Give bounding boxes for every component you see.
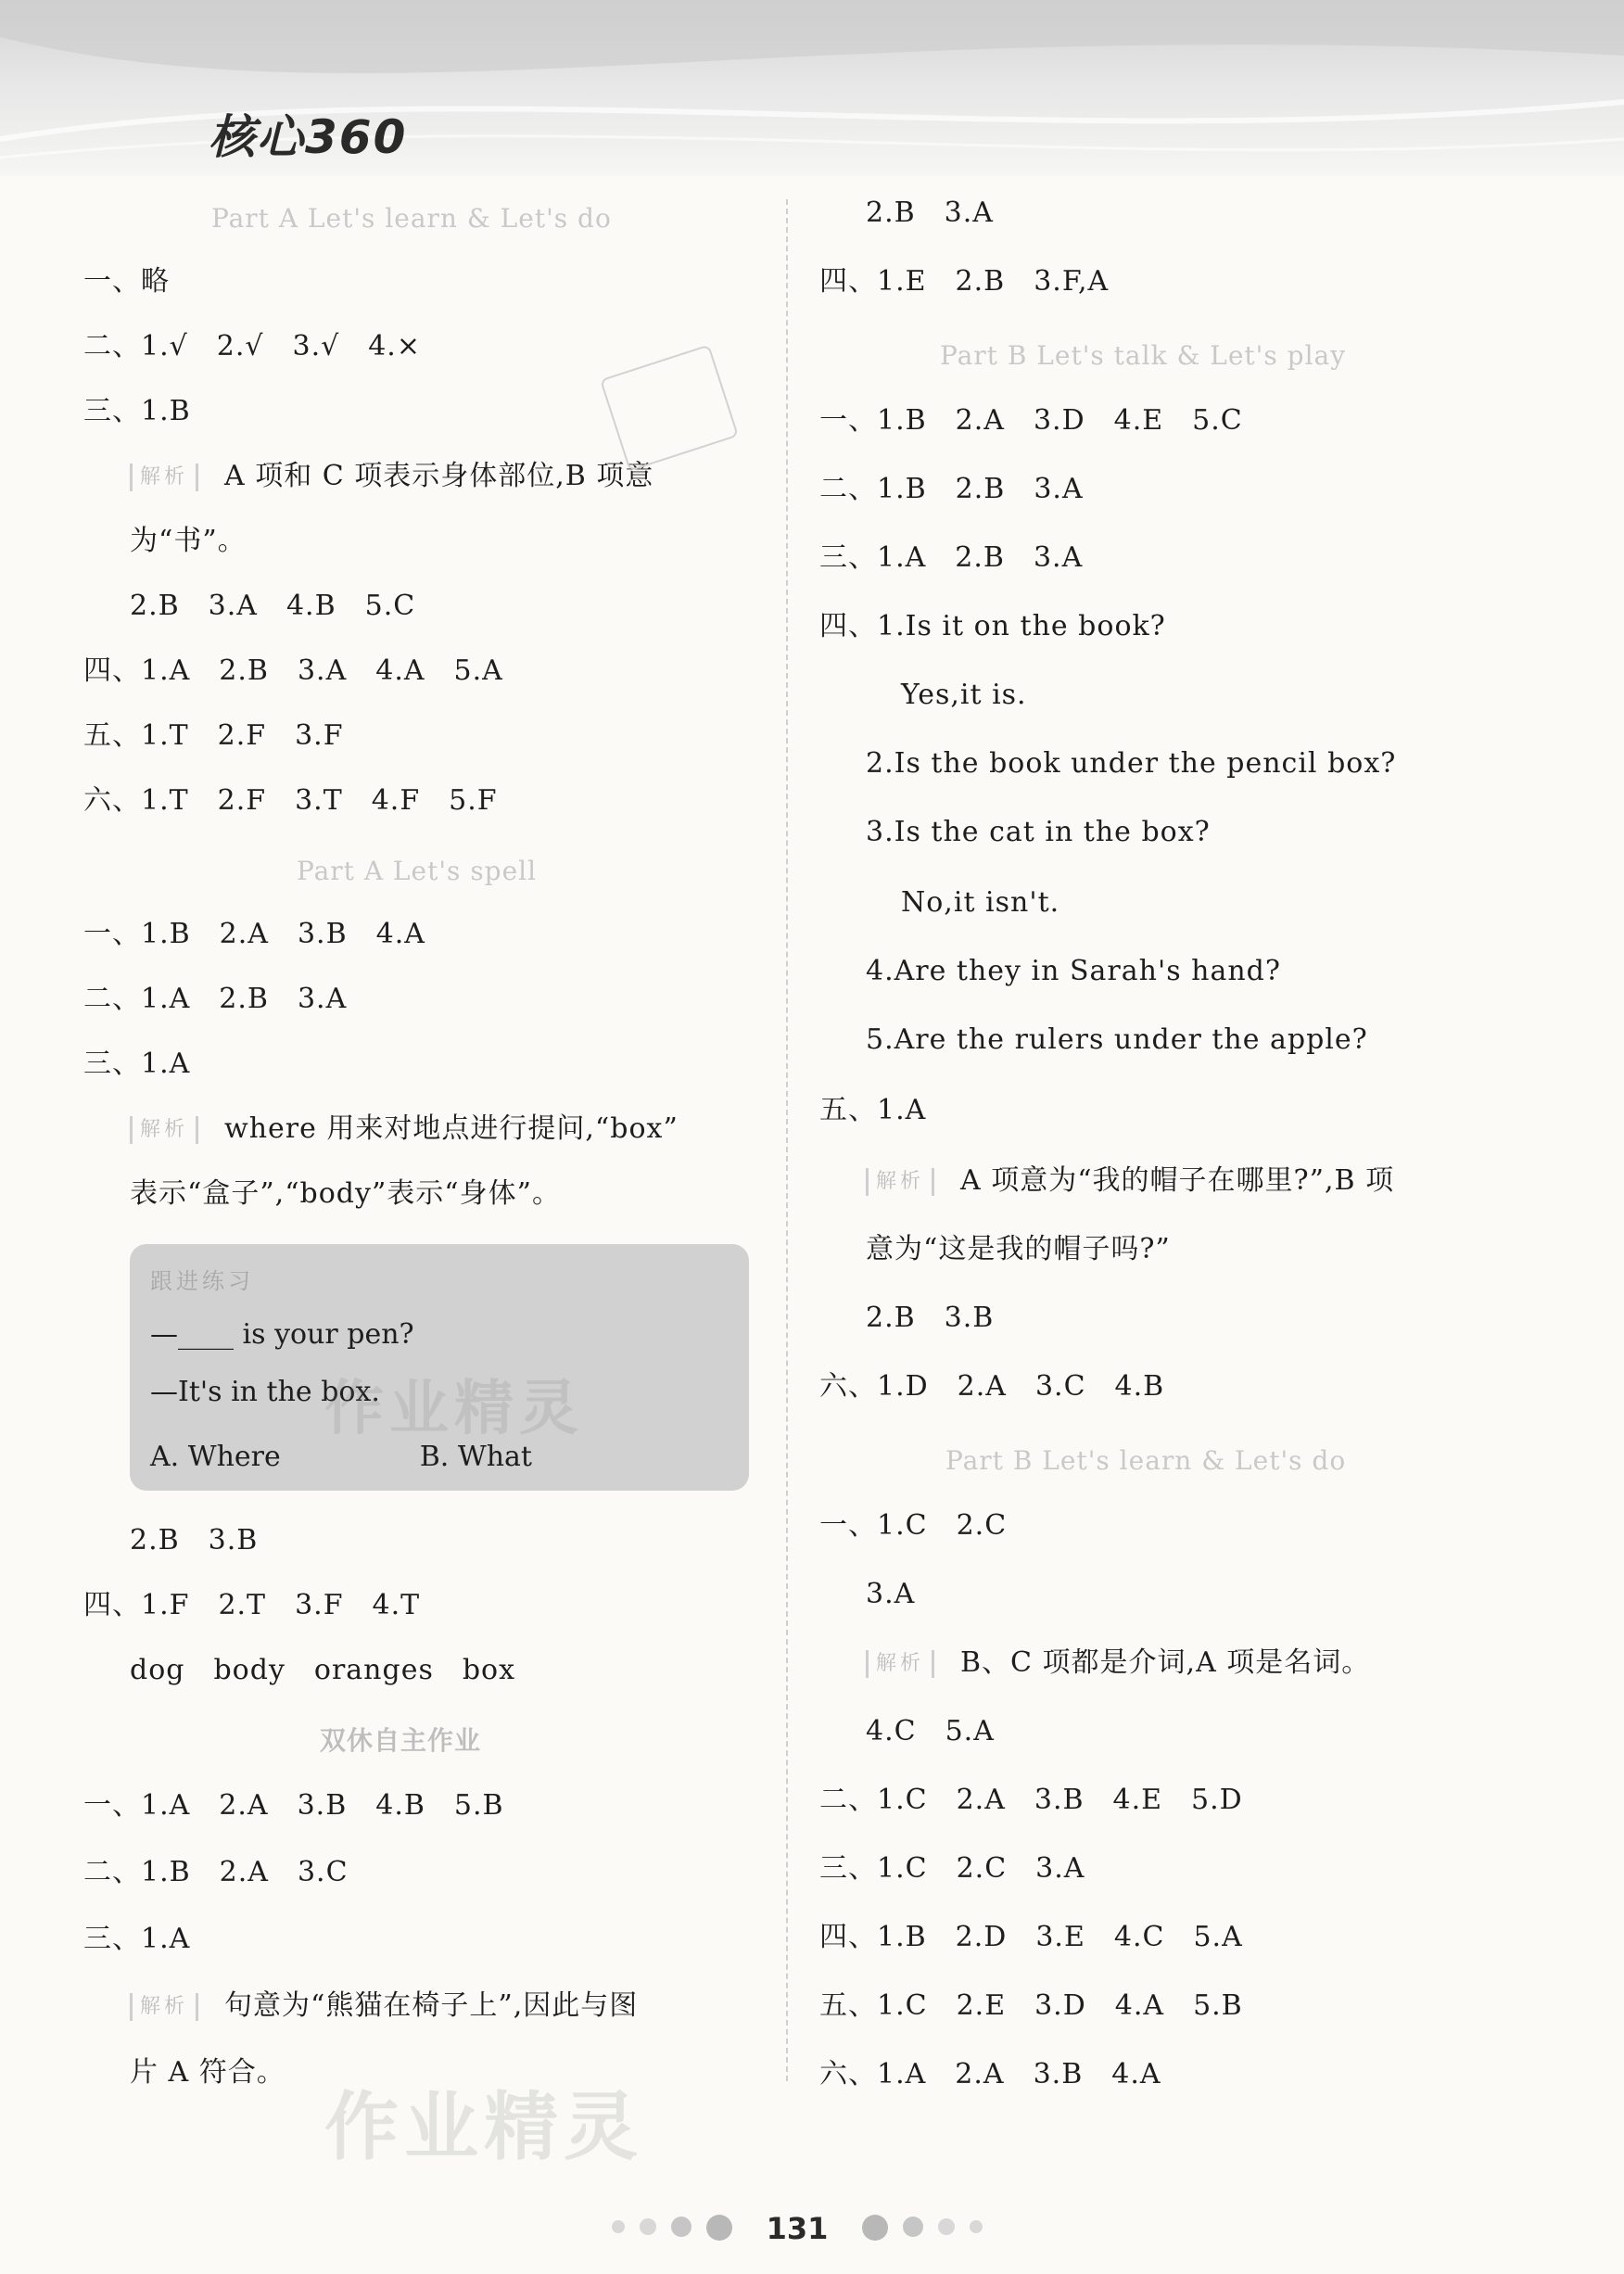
analysis-note (130, 458, 653, 495)
answer-line: 三、1.A (83, 1048, 191, 1080)
practice-line: —____ is your pen? (150, 1318, 414, 1351)
practice-line: —It's in the box. (150, 1376, 380, 1408)
answer-line: 2.B 3.B (866, 1302, 995, 1334)
practice-title: 跟进练习 (150, 1268, 254, 1294)
section-title: Part A Let's learn & Let's do (211, 203, 612, 234)
section-title: Part B Let's talk & Let's play (940, 340, 1347, 371)
answer-line: 六、1.D 2.A 3.C 4.B (819, 1370, 1165, 1403)
practice-line: A. Where B. What (150, 1441, 532, 1473)
analysis-note (866, 1162, 1394, 1200)
analysis-tag: 解析 (130, 1116, 198, 1144)
answer-line: 3.A (866, 1578, 916, 1610)
answer-line: 4.C 5.A (866, 1715, 995, 1747)
page-number: 131 (766, 2211, 829, 2246)
answer-line: 五、1.T 2.F 3.F (83, 719, 344, 752)
decorative-dot (612, 2220, 625, 2233)
analysis-text: B、C 项都是介词,A 项是名词。 (960, 1646, 1371, 1679)
answer-line: 三、1.A (83, 1923, 191, 1955)
answer-line: 二、1.B 2.B 3.A (819, 473, 1084, 505)
answer-line: 片 A 符合。 (130, 2056, 285, 2089)
answer-line: 四、1.Is it on the book? (819, 610, 1166, 642)
answer-line: 二、1.A 2.B 3.A (83, 983, 348, 1015)
header-logo: 核心360 (209, 110, 408, 164)
analysis-text: 句意为“熊猫在椅子上”,因此与图 (224, 1989, 639, 2022)
decorative-dot (970, 2220, 983, 2233)
answer-line: dog body oranges box (130, 1654, 516, 1686)
analysis-note (866, 1645, 1370, 1682)
answer-line: 一、略 (83, 265, 170, 298)
analysis-note (130, 1111, 679, 1148)
page-number-area (593, 2211, 1001, 2248)
answer-line: 5.Are the rulers under the apple? (866, 1023, 1368, 1056)
answer-line: 四、1.A 2.B 3.A 4.A 5.A (83, 654, 503, 687)
section-title: Part B Let's learn & Let's do (945, 1445, 1347, 1476)
decorative-dot (706, 2215, 732, 2241)
answer-line: 六、1.A 2.A 3.B 4.A (819, 2058, 1161, 2090)
analysis-note (130, 1988, 638, 2025)
answer-line: 一、1.B 2.A 3.B 4.A (83, 918, 425, 950)
answer-line: 二、1.√ 2.√ 3.√ 4.× (83, 330, 421, 362)
stamp-decoration (600, 344, 739, 471)
decorative-dot (938, 2218, 955, 2235)
answer-line: 三、1.A 2.B 3.A (819, 541, 1084, 574)
answer-line: 四、1.B 2.D 3.E 4.C 5.A (819, 1921, 1243, 1953)
answer-line: Yes,it is. (901, 679, 1027, 711)
analysis-text: A 项意为“我的帽子在哪里?”,B 项 (960, 1164, 1395, 1197)
answer-line: 2.B 3.B (130, 1524, 259, 1556)
analysis-tag: 解析 (866, 1650, 934, 1678)
answer-line: 2.Is the book under the pencil box? (866, 747, 1397, 780)
answer-line: 2.B 3.A 4.B 5.C (130, 590, 416, 622)
decorative-dot (862, 2215, 888, 2241)
answer-line: 一、1.B 2.A 3.D 4.E 5.C (819, 404, 1243, 437)
decorative-dot (903, 2217, 923, 2237)
answer-line: 一、1.C 2.C (819, 1509, 1008, 1542)
answer-line: 六、1.T 2.F 3.T 4.F 5.F (83, 784, 498, 817)
answer-line: 三、1.B (83, 395, 191, 427)
answer-line: 表示“盒子”,“body”表示“身体”。 (130, 1177, 561, 1210)
analysis-tag: 解析 (130, 464, 198, 491)
analysis-text: where 用来对地点进行提问,“box” (224, 1112, 679, 1145)
answer-line: 二、1.B 2.A 3.C (83, 1856, 349, 1888)
answer-line: 4.Are they in Sarah's hand? (866, 955, 1281, 987)
analysis-tag: 解析 (130, 1993, 198, 2021)
answer-line: No,it isn't. (901, 886, 1060, 919)
answer-line: 3.Is the cat in the box? (866, 816, 1211, 848)
answer-line: 2.B 3.A (866, 197, 994, 229)
analysis-tag: 解析 (866, 1168, 934, 1196)
watermark: 作业精灵 (324, 1375, 584, 1443)
section-title: 双休自主作业 (320, 1725, 482, 1756)
decorative-dot (640, 2218, 656, 2235)
answer-line: 三、1.C 2.C 3.A (819, 1852, 1085, 1885)
answer-line: 二、1.C 2.A 3.B 4.E 5.D (819, 1784, 1243, 1816)
section-title: Part A Let's spell (297, 856, 538, 886)
analysis-text: A 项和 C 项表示身体部位,B 项意 (224, 460, 654, 492)
decorative-dot (671, 2217, 691, 2237)
answer-line: 一、1.A 2.A 3.B 4.B 5.B (83, 1789, 504, 1822)
answer-line: 意为“这是我的帽子吗?” (866, 1233, 1171, 1265)
answer-line: 为“书”。 (130, 525, 247, 557)
column-divider (786, 199, 788, 2081)
answer-line: 四、1.E 2.B 3.F,A (819, 265, 1110, 298)
answer-line: 五、1.A (819, 1094, 927, 1126)
answer-line: 五、1.C 2.E 3.D 4.A 5.B (819, 1989, 1243, 2022)
answer-line: 四、1.F 2.T 3.F 4.T (83, 1589, 421, 1621)
watermark: 作业精灵 (324, 2084, 643, 2170)
